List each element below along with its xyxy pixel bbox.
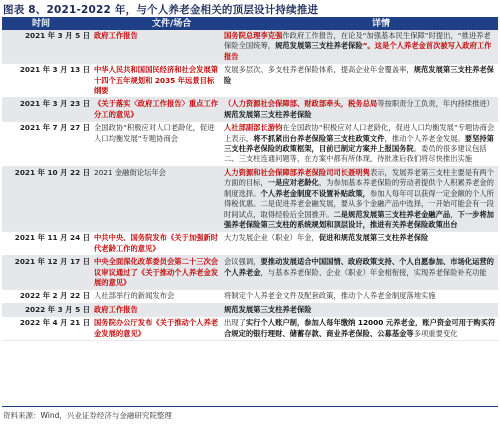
table-row	[2, 98, 498, 122]
row-source-segment: 中华人民共和国国民经济和社会发展第十四个五年规划和 2035 年远景目标纲要	[94, 65, 219, 96]
row-detail-segment: 发展多层次、多支柱养老保险体系，提高企业年金覆盖率，	[224, 65, 414, 75]
row-detail-segment: 表示，发展养老第三支柱主要是有两个方面的目标，	[224, 167, 494, 188]
row-time: 2021 年 3 月 23 日	[2, 98, 92, 122]
row-detail-segment: 国务院总理李克强	[224, 31, 283, 40]
row-source	[92, 232, 222, 256]
bottom-rule	[2, 406, 498, 407]
row-detail-segment: 个人养老金制度不设置补贴政策，	[260, 188, 370, 198]
source-note: 资料来源：Wind，兴业证券经济与金融研究院整理	[3, 411, 172, 420]
row-detail	[222, 290, 498, 303]
row-detail-segment: 实行个人账户制，参加人每年缴纳 12000 元养老金，账户资金可用于购买符合规定的银行理财、储蓄存款、商业养老保险、公募基金等	[224, 318, 496, 338]
row-detail	[222, 98, 498, 122]
row-source	[92, 122, 222, 167]
row-source	[92, 303, 222, 316]
row-time: 2021 年 3 月 13 日	[2, 64, 92, 98]
row-source	[92, 98, 222, 122]
row-detail	[222, 30, 498, 64]
row-detail-segment: ，为参加基本养老保险的劳动者提供个人积累养老金的制度选择。	[224, 178, 494, 198]
header-time: 时间	[32, 19, 51, 29]
row-detail-segment: 规范发展第三支柱养老保险	[275, 41, 363, 51]
row-detail-segment: 将制定个人养老金文件及配套政策，推动个人养老金制度落地实施	[224, 291, 436, 301]
table-row	[2, 64, 498, 98]
table-row	[2, 166, 498, 231]
row-detail-segment: 作政府工作报告，在论及“加强基本民生保障”时提出，“推进养老保险全国统筹，	[224, 31, 491, 51]
row-detail-segment: 大力发展企业（职业）年金，	[224, 233, 319, 243]
row-detail	[222, 64, 498, 98]
row-source	[92, 317, 222, 341]
row-source	[92, 30, 222, 64]
row-detail	[222, 256, 498, 290]
row-time: 2022 年 3 月 5 日	[2, 303, 92, 316]
row-time: 2021 年 3 月 5 日	[2, 30, 92, 64]
table-row	[2, 232, 498, 256]
row-source-segment: 中共中央、国务院发布《关于加强新时代老龄工作的意见》	[94, 233, 219, 253]
table-caption: 图表 8、2021-2022 年，与个人养老金相关的顶层设计持续推进	[3, 4, 319, 16]
row-detail	[222, 317, 498, 341]
row-detail-segment: 促进和规范发展第三支柱养老保险	[318, 233, 429, 243]
table-row	[2, 303, 498, 316]
row-time: 2021 年 12 月 17 日	[2, 256, 92, 290]
row-detail-segment: 规范发展第三支柱养老保险	[224, 65, 494, 85]
table-row	[2, 122, 498, 167]
row-source	[92, 64, 222, 98]
row-detail-segment: ，与基本养老保险、企业（职业）年金相衔接，实现养老保险补充功能	[260, 267, 487, 277]
row-detail-segment: 要坚持第三支柱养老保险的政策框架，目前已制定方案并上报国务院	[224, 133, 494, 154]
table-body	[2, 30, 498, 340]
row-detail-segment: 参加人每年可以获得一定金额的个人所得税优惠。二是促进养老金融发展，要从多个金融产品中选择，一开始可能会有一段时间试点，取得经验后全国推开。	[224, 188, 494, 219]
row-detail	[222, 166, 498, 231]
row-detail-segment: 规范发展第三支柱养老保险	[224, 304, 312, 314]
table-row	[2, 290, 498, 303]
row-detail	[222, 122, 498, 167]
row-time: 2021 年 11 月 24 日	[2, 232, 92, 256]
row-detail-segment: 。委员的很多建议包括二、三支柱连通问题等，在方案中都有所体现，待批准后我们将尽快推出实施	[224, 144, 487, 164]
row-source-segment: 政府工作报告	[94, 31, 138, 40]
row-source-segment: 人社部举行的新闻发布会	[94, 291, 175, 301]
table-row	[2, 256, 498, 290]
table-row	[2, 30, 498, 64]
row-source	[92, 256, 222, 290]
row-source-segment: 中央全面深化改革委员会第二十三次会议审议通过了《关于推动个人养老金发展的意见》	[94, 257, 219, 287]
row-detail-segment: 规范发展第三支柱养老保险	[224, 109, 312, 119]
row-detail-segment: 下一步将加强养老保险第三支柱的系统规划和顶层设计，推进有关养老保险政策出台	[224, 209, 494, 229]
row-detail	[222, 232, 498, 256]
row-source	[92, 290, 222, 303]
row-detail-segment: （人力资源社会保障部、财政部牵头，税务总局	[224, 99, 378, 109]
row-detail-segment: 会议强调，	[224, 257, 261, 267]
row-time: 2022 年 2 月 22 日	[2, 290, 92, 303]
row-source-segment: 2021 金融街论坛年会	[94, 167, 166, 177]
row-detail-segment: ，推动个人养老金发展。	[384, 133, 465, 143]
row-detail-segment: 人力资源和社会保障部养老保险司司长聂明隽	[224, 167, 370, 177]
row-detail-segment: 等按职责分工负责，年内持续推进）	[377, 99, 494, 109]
row-detail-segment: 在全国政协“积极应对人口老龄化，促进人口均衡发展”专题协商会上表示，	[224, 123, 495, 143]
row-time: 2021 年 7 月 27 日	[2, 122, 92, 167]
row-detail-segment: 二是规范发展第三支柱养老金融产品	[333, 209, 451, 219]
row-detail-segment: 将不抓紧出台养老保险第三支柱政策文件	[253, 133, 385, 143]
row-time: 2022 年 4 月 21 日	[2, 317, 92, 341]
row-source	[92, 166, 222, 231]
row-source-segment: 全国政协“积极应对人口老龄化，促进人口均衡发展”专题协商会	[94, 123, 215, 143]
row-detail-segment: 一是应对老龄化	[267, 178, 319, 188]
row-time: 2021 年 10 月 22 日	[2, 166, 92, 231]
policy-table	[2, 30, 498, 341]
row-detail-segment: ，	[450, 209, 458, 219]
row-detail-segment: 出现了	[224, 318, 246, 328]
table-row	[2, 317, 498, 341]
row-source-segment: 《关于落实〈政府工作报告〉重点工作分工的意见》	[94, 99, 219, 119]
row-detail	[222, 303, 498, 316]
header-detail: 详情	[372, 19, 391, 29]
row-detail-segment: 多项重要变化	[413, 328, 458, 338]
row-detail-segment: 要推动发展适合中国国情、政府政策支持、个人自愿参加、市场化运营的个人养老金	[224, 257, 494, 277]
table-header	[2, 18, 498, 30]
header-source: 文件/场合	[152, 19, 192, 29]
row-source-segment: 政府工作报告	[94, 304, 138, 314]
row-source-segment: 国务院办公厅发布《关于推动个人养老金发展的意见》	[94, 318, 219, 338]
row-detail-segment: ”。这是个人养老金首次被写入政府工作报告	[224, 41, 492, 61]
row-detail-segment: 人社部副部长游钧	[224, 123, 283, 133]
